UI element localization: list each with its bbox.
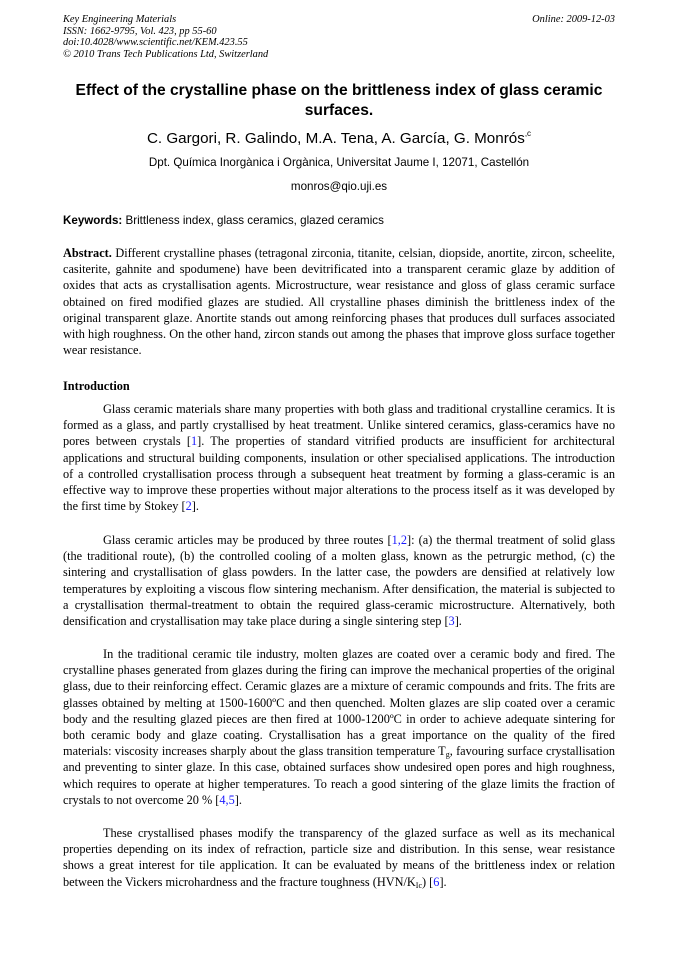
abstract-label: Abstract.	[63, 246, 112, 260]
abstract	[63, 245, 615, 358]
keywords-text: Brittleness index, glass ceramics, glazed ceramics	[122, 214, 384, 227]
keywords-label: Keywords:	[63, 214, 123, 227]
paragraph-text: ) [	[422, 874, 434, 889]
author-email[interactable]: monros@qio.uji.es	[290, 180, 388, 193]
paragraph-text: ].	[234, 792, 242, 807]
intro-paragraph-3	[63, 646, 615, 808]
abstract-text: Different crystalline phases (tetragonal zirconia, titanite, celsian, diopside, anortite, zircon, scheelite, casiterite, gahnite and spodumene) have been devitrificated into a transparent ceramic glaze by addition of oxides that acts as crystallisation agents. Microstructure, wear resistance and gloss of glass ceramic surface obtained on fired modified glazes are studied. All crystalline phases diminish the brittleness index of the original transparent glaze. Anortite stands out among reinforcing phases that produces dull surfaces associated with high roughness. On the other hand, zircon stands out among the phases that improve gloss surface together wear resistance.	[63, 246, 615, 358]
copyright: © 2010 Trans Tech Publications Ltd, Switzerland	[63, 48, 269, 60]
intro-paragraph-1	[63, 401, 615, 514]
subscript: Ic	[415, 880, 423, 890]
intro-paragraph-2	[63, 532, 615, 629]
citation-link[interactable]: 4,5	[219, 792, 235, 807]
citation-link[interactable]: 1,2	[391, 533, 408, 547]
paper-title: Effect of the crystalline phase on the brittleness index of glass ceramic surfaces.	[75, 82, 603, 119]
paragraph-text: ].	[439, 874, 447, 889]
doi: doi:10.4028/www.scientific.net/KEM.423.55	[63, 37, 248, 49]
journal-header	[63, 14, 268, 60]
paragraph-text: , favouring surface crystallisation and preventing to sinter glaze. In this case, obtained surfaces show undesired open pores and high roughness, which requires to operate at higher temperatures. To reach a good sintering of the glaze limits the fraction of crystals to not overcome 20 % [	[63, 744, 615, 807]
paragraph-text: ].	[191, 499, 199, 514]
citation-link[interactable]: 1	[190, 434, 198, 449]
keywords	[63, 214, 615, 228]
authors	[63, 129, 615, 148]
journal-name: Key Engineering Materials	[63, 14, 177, 25]
intro-paragraph-4	[63, 825, 615, 890]
citation-link[interactable]: 3	[448, 614, 455, 629]
author-superscript: ,c	[524, 129, 532, 138]
citation-link[interactable]: 2	[185, 499, 192, 514]
citation-link[interactable]: 6	[433, 874, 440, 889]
paragraph-text: ]: (a) the thermal treatment of solid glass (the traditional route), (b) the controlled cooling of a molten glass, known as the petrurgic method, (c) the sintering and crystallisation of glass powders. In the latter case, the powders are densified at relatively low temperatures by exploiting a viscous flow sintering mechanism. After densification, the material is subjected to a crystallisation thermal-treatment to obtain the required glass-ceramic microstructure. Alternatively, both densification and crystallisation may take place during a single sintering step [	[63, 533, 615, 629]
paragraph-text: ]. The properties of standard vitrified products are insufficient for architectural applications and structural building components, insulation or other specialised applications. The introduction of a controlled crystallisation process through a subsequent heat treatment by forming a glass-ceramic is an effective way to improve these properties without major alterations to the process itself as it was developed by the first time by Stokey [	[63, 434, 615, 514]
subscript: g	[445, 750, 450, 760]
issn: ISSN: 1662-9795, Vol. 423, pp 55-60	[63, 25, 217, 37]
paragraph-text: ].	[454, 614, 462, 629]
affiliation: Dpt. Química Inorgànica i Orgànica, Universitat Jaume I, 12071, Castellón	[148, 156, 530, 169]
online-date: Online: 2009-12-03	[532, 14, 615, 25]
section-heading-introduction: Introduction	[63, 379, 130, 393]
paragraph-text: These crystallised phases modify the transparency of the glazed surface as well as its mechanical properties depending on its index of refraction, particle size and distribution. In this sense, wear resistance shows a great interest for tile application. It can be evaluated by means of the brittleness index or relation between the Vickers microhardness and the fracture toughness (HVN/K	[63, 826, 615, 889]
paragraph-text: In the traditional ceramic tile industry, molten glazes are coated over a ceramic body and fired. The crystalline phases generated from glazes during the firing can improve the mechanical properties of the original glass, due to their reinforcing effect. Ceramic glazes are a mixture of ceramic compounds and frits. The frits are glasses obtained by melting at 1500-1600ºC and then quenched. Molten glazes are slip coated over a ceramic body and the resulting glazed pieces are then fired at 1000-1200ºC in order to achieve adequate sintering for both ceramic body and glaze coating. Crystallisation has a great importance on the quality of the fired materials: viscosity increases sharply about the glass transition temperature T	[63, 647, 615, 759]
paragraph-text: Glass ceramic materials share many properties with both glass and traditional crystalline ceramics. It is formed as a glass, and partly crystallised by heat treatment. Unlike sintered ceramics, glass-ceramics have no pores between crystals [	[63, 402, 615, 449]
paragraph-text: Glass ceramic articles may be produced by three routes [	[103, 533, 392, 547]
author-list: C. Gargori, R. Galindo, M.A. Tena, A. García, G. Monrós	[146, 130, 525, 147]
